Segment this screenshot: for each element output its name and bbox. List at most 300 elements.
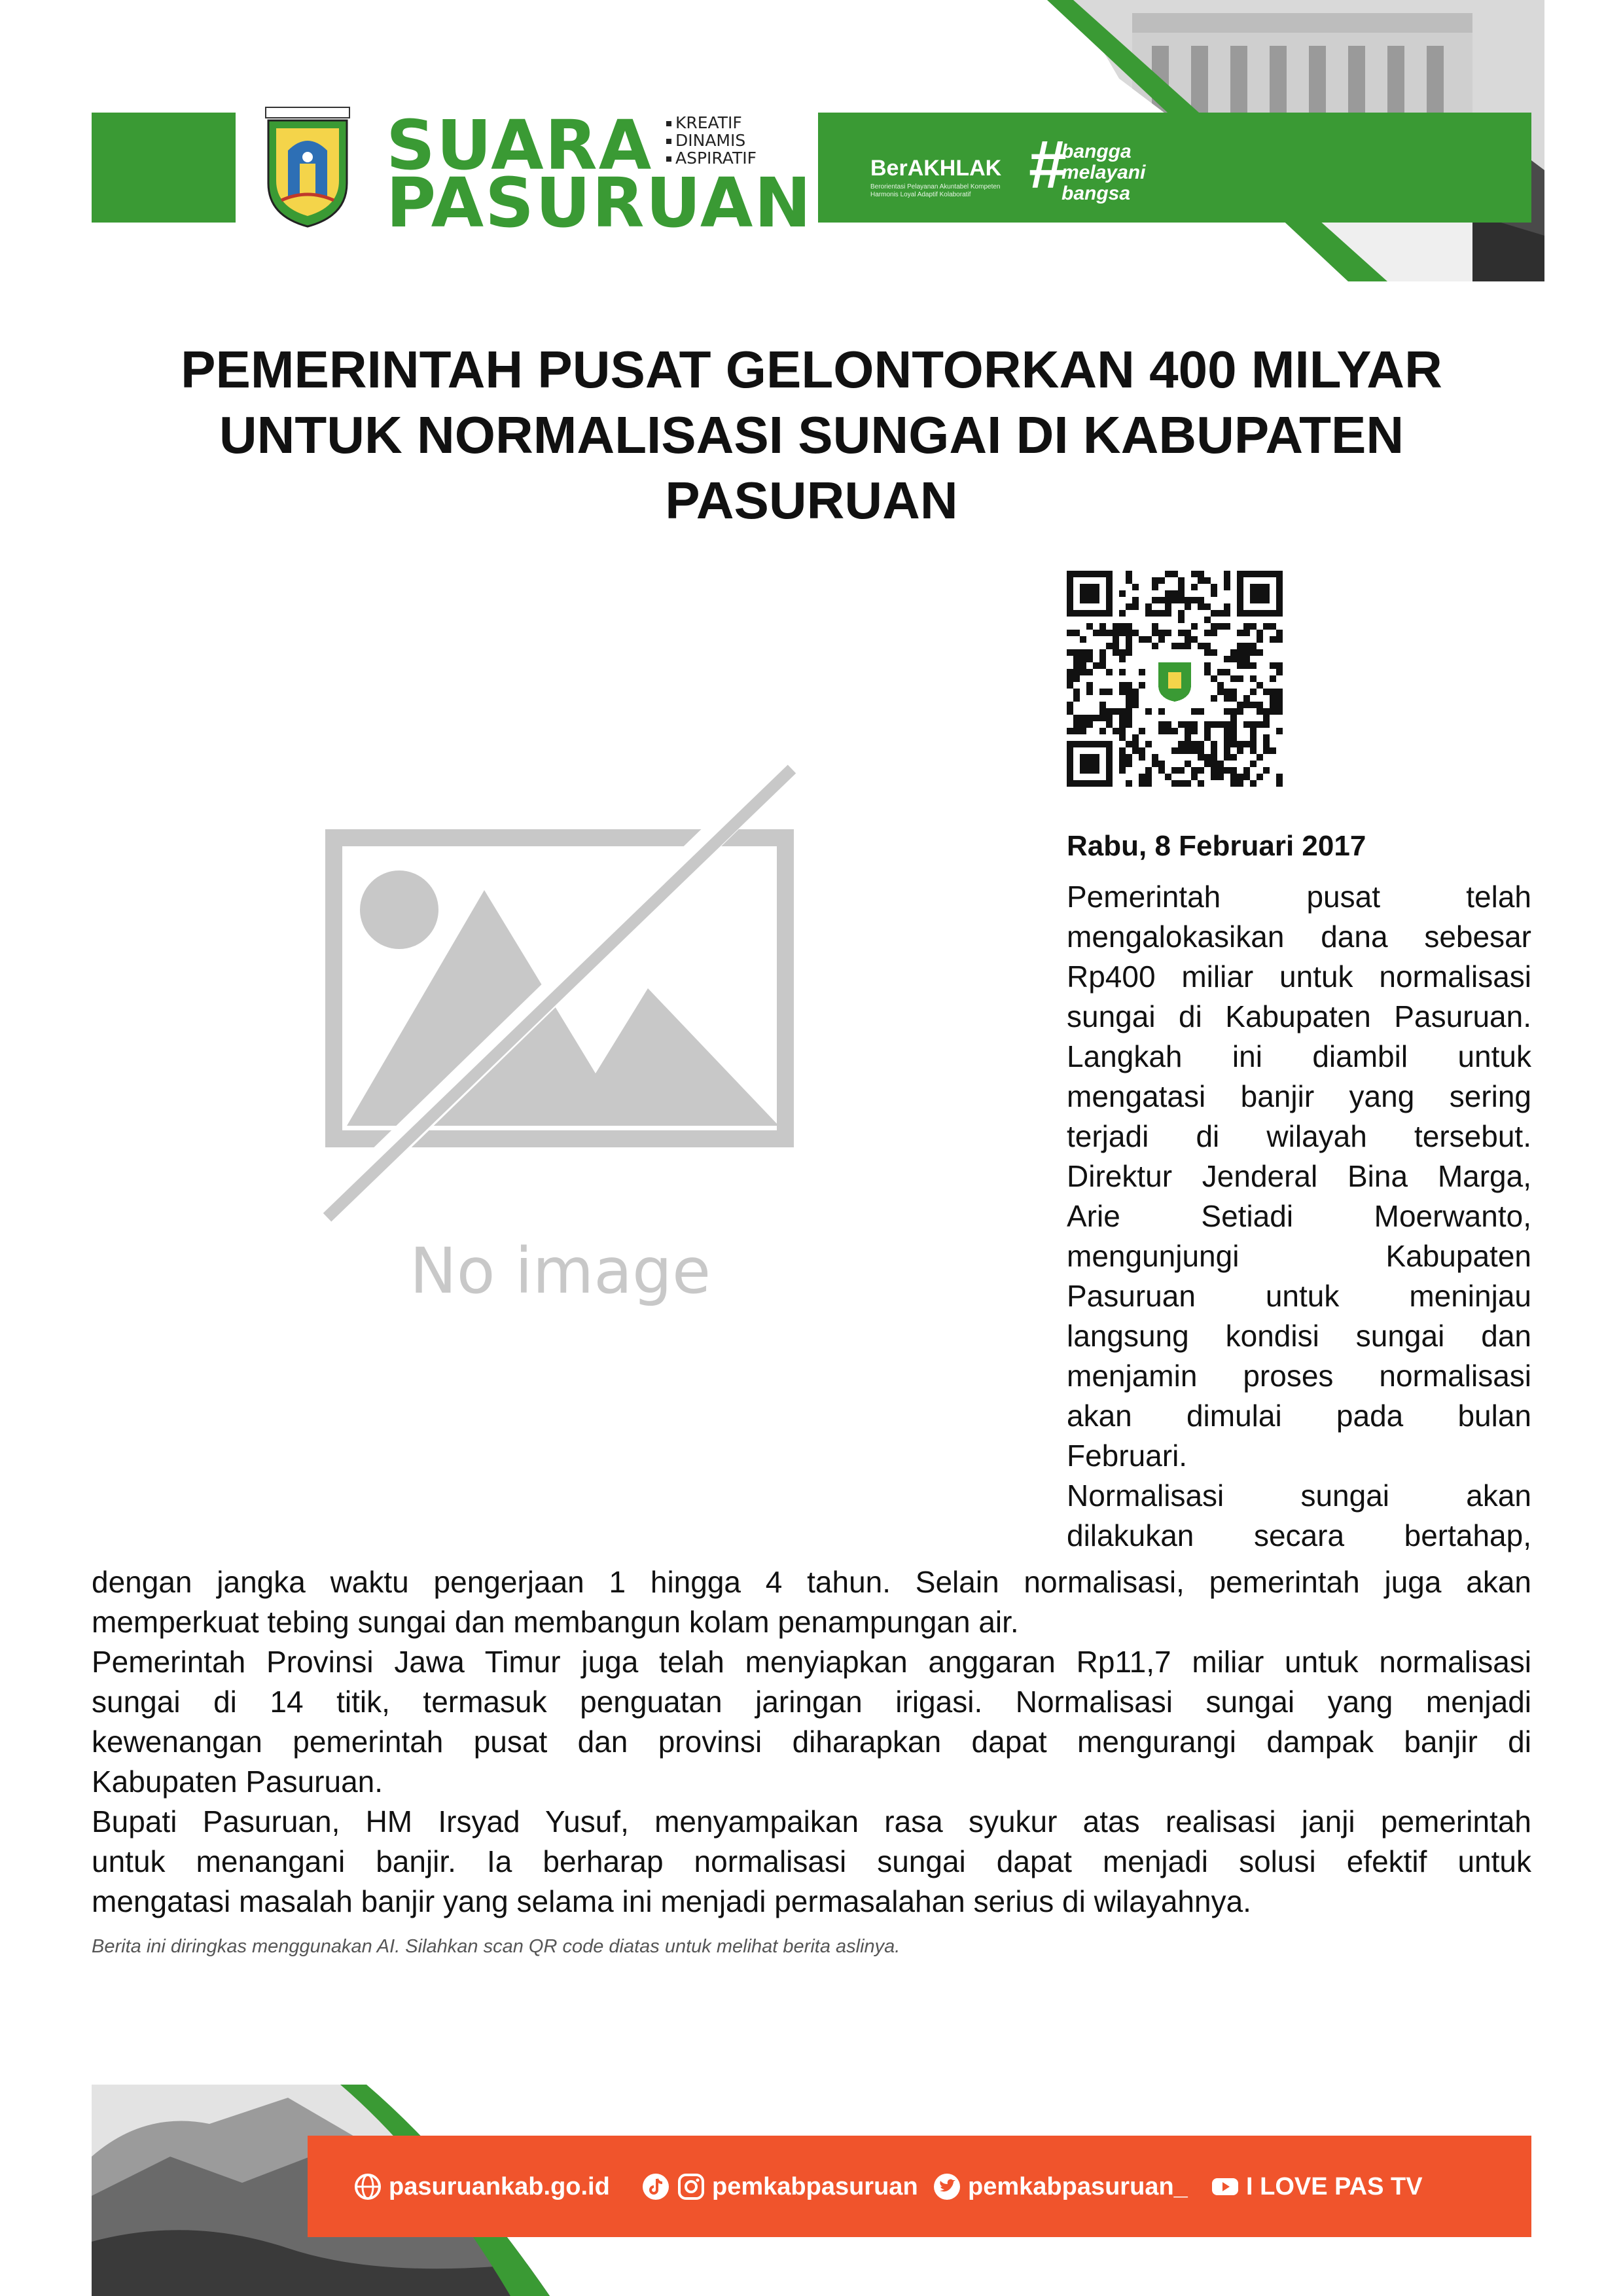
qr-module xyxy=(1263,689,1270,695)
article-date: Rabu, 8 Februari 2017 xyxy=(1067,830,1366,862)
qr-module xyxy=(1171,780,1178,787)
qr-module xyxy=(1204,649,1211,656)
qr-module xyxy=(1230,721,1237,728)
column-line: Langkah ini diambil untuk xyxy=(1067,1039,1531,1073)
no-image-label: No image xyxy=(409,1234,711,1308)
social-handle-label: pemkabpasuruan xyxy=(712,2173,918,2200)
tiktok-icon xyxy=(641,2172,670,2201)
qr-code[interactable] xyxy=(1067,571,1283,787)
qr-module xyxy=(1276,630,1283,636)
qr-module xyxy=(1126,623,1132,630)
footer-social[interactable] xyxy=(641,2172,918,2202)
brand-taglines xyxy=(666,114,757,167)
body-line: memperkuat tebing sungai dan membangun kolam penampungan air. xyxy=(92,1605,1019,1639)
qr-module xyxy=(1257,649,1263,656)
qr-module xyxy=(1217,774,1224,780)
qr-module xyxy=(1250,761,1257,767)
qr-module xyxy=(1191,721,1198,728)
qr-module xyxy=(1243,643,1250,649)
qr-module xyxy=(1099,656,1106,662)
qr-module xyxy=(1145,774,1152,780)
qr-module xyxy=(1270,708,1276,715)
qr-module xyxy=(1178,780,1185,787)
qr-module xyxy=(1093,630,1099,636)
qr-module xyxy=(1250,643,1257,649)
qr-module xyxy=(1080,721,1086,728)
qr-module xyxy=(1257,754,1263,761)
qr-module xyxy=(1178,584,1185,590)
qr-module xyxy=(1185,630,1191,636)
brand-name-line1: SUARA xyxy=(386,105,653,185)
column-line: Arie Setiadi Moerwanto, xyxy=(1067,1199,1531,1233)
qr-module xyxy=(1139,669,1145,675)
qr-module xyxy=(1250,662,1257,669)
qr-module xyxy=(1243,630,1250,636)
qr-module xyxy=(1276,702,1283,708)
qr-module xyxy=(1152,584,1158,590)
qr-module xyxy=(1224,747,1230,754)
qr-module xyxy=(1106,715,1113,721)
qr-module xyxy=(1237,780,1243,787)
column-line: langsung kondisi sungai dan xyxy=(1067,1319,1531,1353)
qr-module xyxy=(1119,747,1126,754)
qr-module xyxy=(1145,636,1152,643)
qr-module xyxy=(1211,695,1217,702)
qr-module xyxy=(1073,728,1080,734)
qr-module xyxy=(1185,721,1191,728)
qr-module xyxy=(1198,767,1204,774)
qr-module xyxy=(1132,689,1139,695)
qr-module xyxy=(1224,734,1230,741)
qr-module xyxy=(1191,747,1198,754)
qr-module xyxy=(1270,702,1276,708)
qr-module xyxy=(1171,571,1178,577)
qr-module xyxy=(1152,761,1158,767)
qr-module xyxy=(1250,747,1257,754)
qr-module xyxy=(1178,741,1185,747)
qr-module xyxy=(1198,571,1204,577)
qr-module xyxy=(1198,754,1204,761)
qr-module xyxy=(1126,603,1132,610)
qr-module xyxy=(1211,610,1217,617)
qr-module xyxy=(1178,747,1185,754)
qr-module xyxy=(1132,630,1139,636)
qr-module xyxy=(1126,702,1132,708)
qr-module xyxy=(1204,761,1211,767)
qr-module xyxy=(1224,577,1230,584)
tagline-kreatif: KREATIF xyxy=(666,114,757,132)
qr-module xyxy=(1119,728,1126,734)
qr-module xyxy=(1126,695,1132,702)
qr-module xyxy=(1158,577,1165,584)
qr-module xyxy=(1145,767,1152,774)
qr-module xyxy=(1132,597,1139,603)
qr-module xyxy=(1119,708,1126,715)
qr-module xyxy=(1113,643,1119,649)
qr-module xyxy=(1139,636,1145,643)
qr-module xyxy=(1086,682,1093,689)
qr-module xyxy=(1158,708,1165,715)
qr-module xyxy=(1250,702,1257,708)
column-line: Pemerintah pusat telah xyxy=(1067,880,1531,914)
qr-finder-top-right xyxy=(1237,571,1283,617)
qr-module xyxy=(1185,603,1191,610)
qr-module xyxy=(1067,630,1073,636)
qr-module xyxy=(1106,689,1113,695)
qr-module xyxy=(1178,610,1185,617)
qr-module xyxy=(1080,669,1086,675)
qr-module xyxy=(1243,767,1250,774)
qr-module xyxy=(1237,630,1243,636)
qr-module xyxy=(1243,662,1250,669)
berakhlak-subtitle: Berorientasi Pelayanan Akuntabel Kompeten Harmonis Loyal Adaptif Kolaboratif xyxy=(870,183,1001,198)
qr-module xyxy=(1171,747,1178,754)
qr-module xyxy=(1250,741,1257,747)
qr-module xyxy=(1171,597,1178,603)
twitter-handle-label: pemkabpasuruan_ xyxy=(968,2173,1188,2200)
qr-module xyxy=(1263,767,1270,774)
qr-module xyxy=(1230,675,1237,682)
qr-module xyxy=(1224,754,1230,761)
qr-module xyxy=(1191,741,1198,747)
qr-module xyxy=(1198,741,1204,747)
qr-module xyxy=(1224,695,1230,702)
qr-module xyxy=(1178,643,1185,649)
qr-module xyxy=(1165,590,1171,597)
qr-module xyxy=(1191,774,1198,780)
qr-module xyxy=(1093,662,1099,669)
qr-module xyxy=(1276,695,1283,702)
hash-line-1: bangga xyxy=(1061,141,1132,162)
qr-module xyxy=(1237,708,1243,715)
header-green-bar-left xyxy=(92,113,236,223)
column-line: Pasuruan untuk meninjau xyxy=(1067,1279,1531,1313)
qr-module xyxy=(1152,630,1158,636)
qr-module xyxy=(1126,761,1132,767)
qr-module xyxy=(1139,774,1145,780)
qr-module xyxy=(1178,721,1185,728)
qr-module xyxy=(1067,708,1073,715)
qr-module xyxy=(1211,721,1217,728)
column-line: mengunjungi Kabupaten xyxy=(1067,1239,1531,1273)
qr-module xyxy=(1211,584,1217,590)
qr-module xyxy=(1198,603,1204,610)
article-title xyxy=(92,337,1531,533)
qr-module xyxy=(1080,728,1086,734)
column-line: Direktur Jenderal Bina Marga, xyxy=(1067,1159,1531,1193)
qr-module xyxy=(1204,754,1211,761)
qr-module xyxy=(1158,630,1165,636)
qr-module xyxy=(1073,721,1080,728)
qr-module xyxy=(1099,630,1106,636)
qr-module xyxy=(1276,689,1283,695)
kabupaten-pasuruan-emblem xyxy=(262,105,353,229)
qr-module xyxy=(1217,623,1224,630)
qr-module xyxy=(1126,741,1132,747)
qr-module xyxy=(1211,754,1217,761)
qr-module xyxy=(1132,584,1139,590)
qr-module xyxy=(1113,623,1119,630)
qr-module xyxy=(1185,761,1191,767)
qr-module xyxy=(1204,662,1211,669)
qr-module xyxy=(1152,597,1158,603)
qr-module xyxy=(1263,734,1270,741)
qr-module xyxy=(1171,728,1178,734)
qr-module xyxy=(1270,636,1276,643)
qr-module xyxy=(1217,669,1224,675)
qr-module xyxy=(1165,610,1171,617)
qr-module xyxy=(1178,617,1185,623)
qr-module xyxy=(1204,728,1211,734)
qr-module xyxy=(1270,695,1276,702)
qr-module xyxy=(1263,715,1270,721)
qr-module xyxy=(1204,603,1211,610)
qr-module xyxy=(1198,780,1204,787)
qr-module xyxy=(1191,636,1198,643)
qr-module xyxy=(1204,617,1211,623)
qr-module xyxy=(1204,721,1211,728)
qr-module xyxy=(1165,571,1171,577)
body-line: dengan jangka waktu pengerjaan 1 hingga 4 tahun. Selain normalisasi, pemerintah juga akan xyxy=(92,1565,1531,1599)
qr-module xyxy=(1185,636,1191,643)
qr-module xyxy=(1119,767,1126,774)
qr-module xyxy=(1145,708,1152,715)
qr-module xyxy=(1086,623,1093,630)
column-line: terjadi di wilayah tersebut. xyxy=(1067,1119,1531,1153)
body-line: Kabupaten Pasuruan. xyxy=(92,1765,383,1799)
qr-module xyxy=(1086,649,1093,656)
qr-module xyxy=(1126,715,1132,721)
qr-module xyxy=(1204,734,1211,741)
qr-module xyxy=(1230,728,1237,734)
qr-module xyxy=(1243,702,1250,708)
footer-twitter[interactable] xyxy=(933,2172,1188,2202)
qr-module xyxy=(1191,708,1198,715)
body-line: Pemerintah Provinsi Jawa Timur juga telah menyiapkan anggaran Rp11,7 miliar untuk normalisasi xyxy=(92,1645,1531,1679)
qr-module xyxy=(1126,577,1132,584)
youtube-label: I LOVE PAS TV xyxy=(1246,2173,1423,2200)
qr-module xyxy=(1099,623,1106,630)
bangga-melayani-bangsa xyxy=(1061,141,1145,204)
qr-module xyxy=(1230,741,1237,747)
brand-name-line2: PASURUAN xyxy=(386,163,813,243)
qr-module xyxy=(1086,669,1093,675)
no-image-placeholder xyxy=(321,759,805,1322)
title-line-3: PASURUAN xyxy=(665,471,958,529)
qr-module xyxy=(1237,675,1243,682)
qr-module xyxy=(1250,728,1257,734)
qr-module xyxy=(1119,630,1126,636)
qr-module xyxy=(1270,747,1276,754)
qr-module xyxy=(1165,721,1171,728)
qr-module xyxy=(1250,623,1257,630)
hash-line-3: bangsa xyxy=(1061,183,1131,204)
qr-module xyxy=(1263,708,1270,715)
qr-module xyxy=(1119,656,1126,662)
qr-module xyxy=(1224,584,1230,590)
qr-module xyxy=(1204,669,1211,675)
qr-module xyxy=(1243,721,1250,728)
qr-module xyxy=(1106,630,1113,636)
youtube-icon xyxy=(1211,2172,1240,2201)
qr-module xyxy=(1113,630,1119,636)
qr-module xyxy=(1178,577,1185,584)
qr-module xyxy=(1106,721,1113,728)
qr-module xyxy=(1132,747,1139,754)
qr-module xyxy=(1191,767,1198,774)
qr-module xyxy=(1119,754,1126,761)
qr-module xyxy=(1230,689,1237,695)
qr-module xyxy=(1230,780,1237,787)
qr-module xyxy=(1178,630,1185,636)
qr-module xyxy=(1113,649,1119,656)
hash-line-2: melayani xyxy=(1061,162,1146,183)
article-full-width-text xyxy=(92,1562,1531,1922)
qr-module xyxy=(1099,662,1106,669)
qr-module xyxy=(1217,761,1224,767)
hashtag-icon: # xyxy=(1029,127,1067,203)
qr-module xyxy=(1158,636,1165,643)
qr-module xyxy=(1145,603,1152,610)
qr-module xyxy=(1211,623,1217,630)
qr-module xyxy=(1126,721,1132,728)
qr-module xyxy=(1126,630,1132,636)
qr-module xyxy=(1080,715,1086,721)
column-line: mengatasi banjir yang sering xyxy=(1067,1079,1531,1113)
qr-module xyxy=(1132,695,1139,702)
qr-module xyxy=(1126,682,1132,689)
qr-module xyxy=(1132,734,1139,741)
qr-module xyxy=(1119,590,1126,597)
qr-module xyxy=(1211,774,1217,780)
qr-module xyxy=(1230,649,1237,656)
qr-module xyxy=(1185,734,1191,741)
body-line: untuk menangani banjir. Ia berharap normalisasi sungai dapat menjadi solusi efektif untuk xyxy=(92,1844,1531,1878)
qr-module xyxy=(1165,603,1171,610)
qr-module xyxy=(1276,780,1283,787)
qr-module xyxy=(1211,761,1217,767)
qr-module xyxy=(1152,577,1158,584)
qr-module xyxy=(1211,590,1217,597)
qr-module xyxy=(1067,649,1073,656)
qr-module xyxy=(1237,662,1243,669)
qr-module xyxy=(1073,649,1080,656)
qr-module xyxy=(1158,721,1165,728)
qr-module xyxy=(1243,656,1250,662)
qr-module xyxy=(1119,649,1126,656)
qr-module xyxy=(1224,728,1230,734)
qr-module xyxy=(1171,643,1178,649)
qr-module xyxy=(1237,774,1243,780)
qr-module xyxy=(1191,571,1198,577)
qr-module xyxy=(1113,728,1119,734)
qr-module xyxy=(1237,702,1243,708)
qr-module xyxy=(1211,767,1217,774)
qr-module xyxy=(1224,610,1230,617)
qr-module xyxy=(1191,623,1198,630)
qr-module xyxy=(1073,669,1080,675)
qr-module xyxy=(1217,721,1224,728)
qr-module xyxy=(1165,597,1171,603)
qr-module xyxy=(1243,649,1250,656)
qr-module xyxy=(1126,643,1132,649)
berakhlak-logo-text: BerAKHLAK xyxy=(870,156,1002,181)
qr-module xyxy=(1126,754,1132,761)
qr-module xyxy=(1257,682,1263,689)
qr-module xyxy=(1185,643,1191,649)
qr-module xyxy=(1178,767,1185,774)
qr-module xyxy=(1230,708,1237,715)
qr-module xyxy=(1211,741,1217,747)
qr-module xyxy=(1230,734,1237,741)
qr-module xyxy=(1086,715,1093,721)
qr-module xyxy=(1250,734,1257,741)
qr-module xyxy=(1257,630,1263,636)
qr-module xyxy=(1257,702,1263,708)
qr-module xyxy=(1204,643,1211,649)
qr-module xyxy=(1113,708,1119,715)
column-line: dilakukan secara bertahap, xyxy=(1067,1518,1531,1552)
column-line: menjamin proses normalisasi xyxy=(1067,1359,1531,1393)
qr-module xyxy=(1224,571,1230,577)
qr-module xyxy=(1224,669,1230,675)
qr-module xyxy=(1086,721,1093,728)
qr-module xyxy=(1237,741,1243,747)
qr-module xyxy=(1243,695,1250,702)
qr-module xyxy=(1152,754,1158,761)
qr-module xyxy=(1073,675,1080,682)
qr-module xyxy=(1126,636,1132,643)
qr-module xyxy=(1230,656,1237,662)
qr-module xyxy=(1119,734,1126,741)
qr-module xyxy=(1250,780,1257,787)
qr-module xyxy=(1073,662,1080,669)
qr-module xyxy=(1132,702,1139,708)
qr-module xyxy=(1165,774,1171,780)
body-line: sungai di 14 titik, termasuk penguatan jaringan irigasi. Normalisasi sungai yang menjadi xyxy=(92,1685,1531,1719)
qr-module xyxy=(1224,656,1230,662)
qr-module xyxy=(1080,662,1086,669)
qr-module xyxy=(1204,630,1211,636)
qr-module xyxy=(1119,715,1126,721)
qr-module xyxy=(1237,643,1243,649)
qr-module xyxy=(1119,682,1126,689)
qr-module xyxy=(1106,708,1113,715)
qr-module xyxy=(1250,649,1257,656)
footer-youtube[interactable] xyxy=(1211,2172,1423,2202)
qr-module xyxy=(1211,630,1217,636)
qr-module xyxy=(1230,767,1237,774)
qr-module xyxy=(1139,780,1145,787)
qr-module xyxy=(1099,708,1106,715)
qr-module xyxy=(1211,675,1217,682)
qr-module xyxy=(1270,689,1276,695)
qr-center-logo xyxy=(1152,656,1198,702)
qr-module xyxy=(1250,721,1257,728)
qr-module xyxy=(1139,682,1145,689)
qr-module xyxy=(1243,774,1250,780)
qr-module xyxy=(1257,721,1263,728)
qr-module xyxy=(1276,669,1283,675)
column-line: Februari. xyxy=(1067,1439,1188,1473)
qr-module xyxy=(1132,741,1139,747)
qr-module xyxy=(1237,747,1243,754)
qr-module xyxy=(1237,649,1243,656)
body-line: mengatasi masalah banjir yang selama ini menjadi permasalahan serius di wilayahnya. xyxy=(92,1884,1251,1918)
qr-module xyxy=(1139,728,1145,734)
qr-module xyxy=(1276,708,1283,715)
footer-website[interactable] xyxy=(353,2172,610,2202)
